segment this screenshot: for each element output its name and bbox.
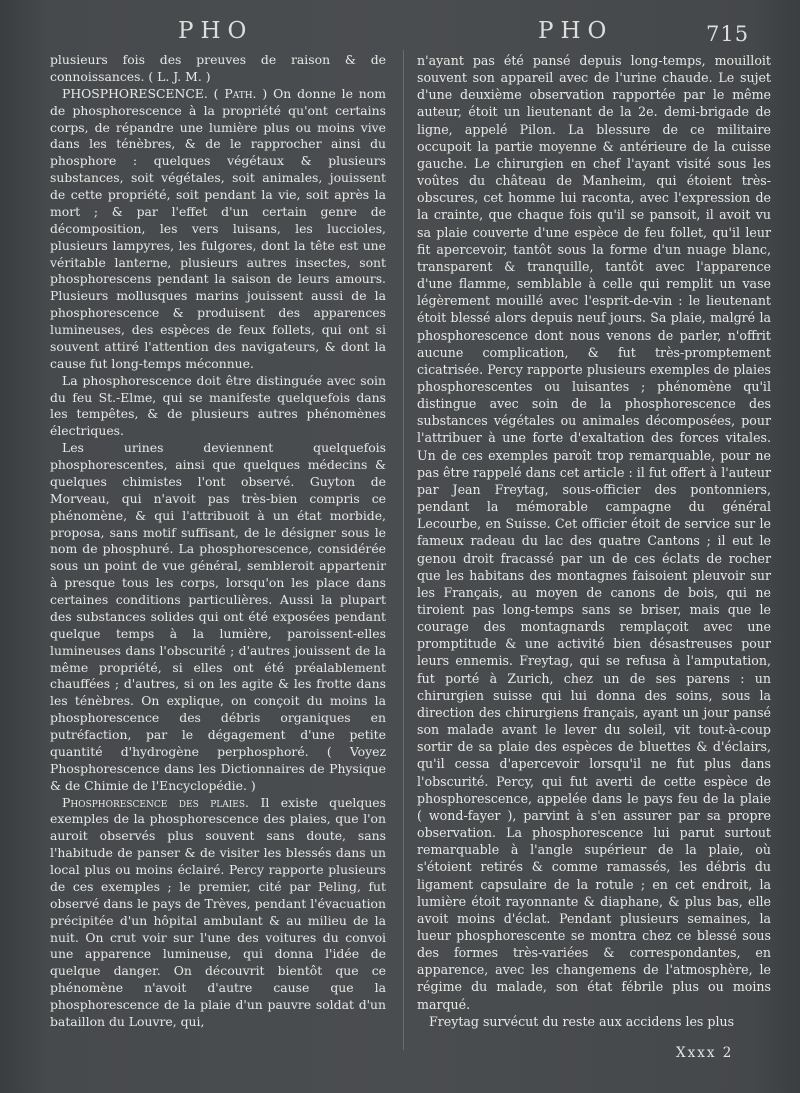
entry-heading: Phosphorescence des plaies. [62,794,249,810]
left-column [50,52,386,1031]
paragraph: Freytag survécut du reste aux accidens les plus [429,1013,735,1029]
signature-mark: Xxxx 2 [676,1045,734,1061]
paragraph: plusieurs fois des preuves de raison & de connoissances. ( L. J. M. ) [50,52,386,84]
right-column [417,52,771,1030]
entry-paragraph [50,795,386,1031]
running-head-left: PHO [178,18,254,44]
running-head-right: PHO [538,18,614,44]
paragraph: Les urines deviennent quelquefois phosphorescentes, ainsi que quelques médecins & quelques chimistes l'ont observé. Guyton de Morveau, qui n'avoit pas très-bien compris ce phénomène, & qui l'attribuoit à un état morbide, proposa, sans motif suffisant, de le désigner sous le nom de phosphuré. La phosphorescence, considérée sous un point de vue général, sembleroit appartenir à presque tous les corps, lorsqu'on les place dans certaines conditions particulières. Aussi la plupart des substances solides qui ont été exposées pendant quelque temps à la lumière, paroissent-elles lumineuses dans l'obscurité ; d'autres jouissent de la même propriété, si elles ont été préalablement chauffées ; d'autres, si on les agite & les frotte dans les ténèbres. On explique, on conçoit du moins la phosphorescence des débris organiques en putréfaction, par le dégagement d'une petite quantité d'hydrogène perphosphoré. ( Voyez Phosphorescence dans les Dictionnaires de Physique & de Chimie de l'Encyclopédie. ) [50,440,386,793]
paragraph: La phosphorescence doit être distinguée avec soin du feu St.-Elme, qui se manifeste quelquefois dans les tempêtes, & de plusieurs autres phénomènes électriques. [50,372,386,439]
page-number: 715 [706,22,750,46]
entry-text: Il existe quelques exemples de la phosphorescence des plaies, que l'on auroit observés plus souvent sans doute, sans l'habitude de panser & de visiter les blessés dans un local plus ou moins éclairé. Percy rapporte plusieurs de ces exemples ; le premier, cité par Peling, fut observé dans le pays de Trèves, pendant l'évacuation précipitée d'un hôpital ambulant & au milieu de la nuit. On crut voir sur l'une des voitures du convoi une apparence lumineuse, qui donna l'idée de quelque danger. On découvrit bientôt que ce phénomène n'avoit d'autre cause que la phosphorescence de la plaie d'un pauvre soldat d'un bataillon du Louvre, qui, [50,794,386,1029]
entry-heading: PHOSPHORESCENCE. ( Path. ) [62,85,268,101]
entry-paragraph [50,86,386,373]
column-divider [403,50,404,1050]
paragraph: n'ayant pas été pansé depuis long-temps, mouilloit souvent son appareil avec de l'urine chaude. Le sujet d'une deuxième observation rapportée par le même auteur, étoit un lieutenant de la 2e. demi-brigade de ligne, appelé Pilon. La blessure de ce militaire occupoit la partie moyenne & antérieure de la cuisse gauche. Le chirurgien en chef l'ayant visité sous les voûtes du château de Manheim, qui étoient très-obscures, cet homme lui raconta, avec l'expression de la crainte, que chaque fois qu'il se pansoit, il avoit vu sa plaie couverte d'une espèce de feu follet, qu'il leur fit apercevoir, tantôt sous la forme d'un nuage blanc, transparent & tranquille, tantôt avec l'apparence d'une flamme, semblable à celle qui remplit un vase légèrement mouillé avec l'esprit-de-vin : le lieutenant étoit blessé alors depuis neuf jours. Sa plaie, malgré la phosphorescence dont nous venons de parler, n'offrit aucune complication, & fut très-promptement cicatrisée. Percy rapporte plusieurs exemples de plaies phosphorescentes ou luisantes ; phénomène qu'il distingue avec soin de la phosphorescence des substances végétales ou animales décomposées, pour l'attribuer à une forte d'exaltation des forces vitales. Un de ces exemples paroît trop remarquable, pour ne pas être rappelé dans cet article : il fut offert à l'auteur par Jean Freytag, sous-officier des pontonniers, pendant la mémorable campagne du général Lecourbe, en Suisse. Cet officier étoit de service sur le fameux radeau du lac des quatre Cantons ; il eut le genou droit fracassé par un de ces éclats de rocher que les habitans des montagnes faisoient pleuvoir sur les Français, au moyen de canons de bois, qui ne tiroient pas long-temps sans se briser, mais que le courage des montagnards remplaçoit avec une promptitude & une activité bien désastreuses pour leurs ennemis. Freytag, qui se refusa à l'amputation, fut porté à Zurich, chez un de ses parens : un chirurgien suisse qui lui donna des soins, sous la direction des chirurgiens français, ayant un jour pansé son malade avant le lever du soleil, vit tout-à-coup sortir de sa plaie des espèces de bluettes & d'éclairs, qu'il cessa d'apercevoir lorsqu'il ne fut plus dans l'obscurité. Percy, qui fut averti de cette espèce de phosphorescence, appelée dans le pays feu de la plaie ( wond-fayer ), parvint à s'en assurer par sa propre observation. La phosphorescence lui parut surtout remarquable à l'angle supérieur de la plaie, où s'étoient retirés & comme ramassés, les débris du ligament capsulaire de la rotule ; en cet endroit, la lumière étoit rayonnante & diaphane, & plus bas, elle avoit moins d'éclat. Pendant plusieurs semaines, la lueur phosphorescente se montra chez ce blessé sous des formes très-variées & correspondantes, en apparence, avec les changemens de l'atmosphère, le régime du malade, son état fébrile plus ou moins marqué. [417,53,771,1012]
entry-text: On donne le nom de phosphorescence à la propriété qu'ont certains corps, de répandre une lumière plus ou moins vive dans les ténèbres, & de le rapprocher ainsi du phosphore : quelques végétaux & plusieurs substances, soit végétales, soit animales, jouissent de cette propriété, soit pendant la vie, soit après la mort ; & par l'effet d'un certain genre de décomposition, les vers luisans, les luccioles, plusieurs lampyres, les fulgores, dont la tête est une véritable lanterne, plusieurs autres insectes, sont phosphorescens pendant la saison de leurs amours. Plusieurs mollusques marins jouissent aussi de la phosphorescence & produisent des apparences lumineuses, des espèces de feux follets, qui ont si souvent attiré l'attention des navigateurs, & dont la cause fut long-temps méconnue. [50,85,386,371]
